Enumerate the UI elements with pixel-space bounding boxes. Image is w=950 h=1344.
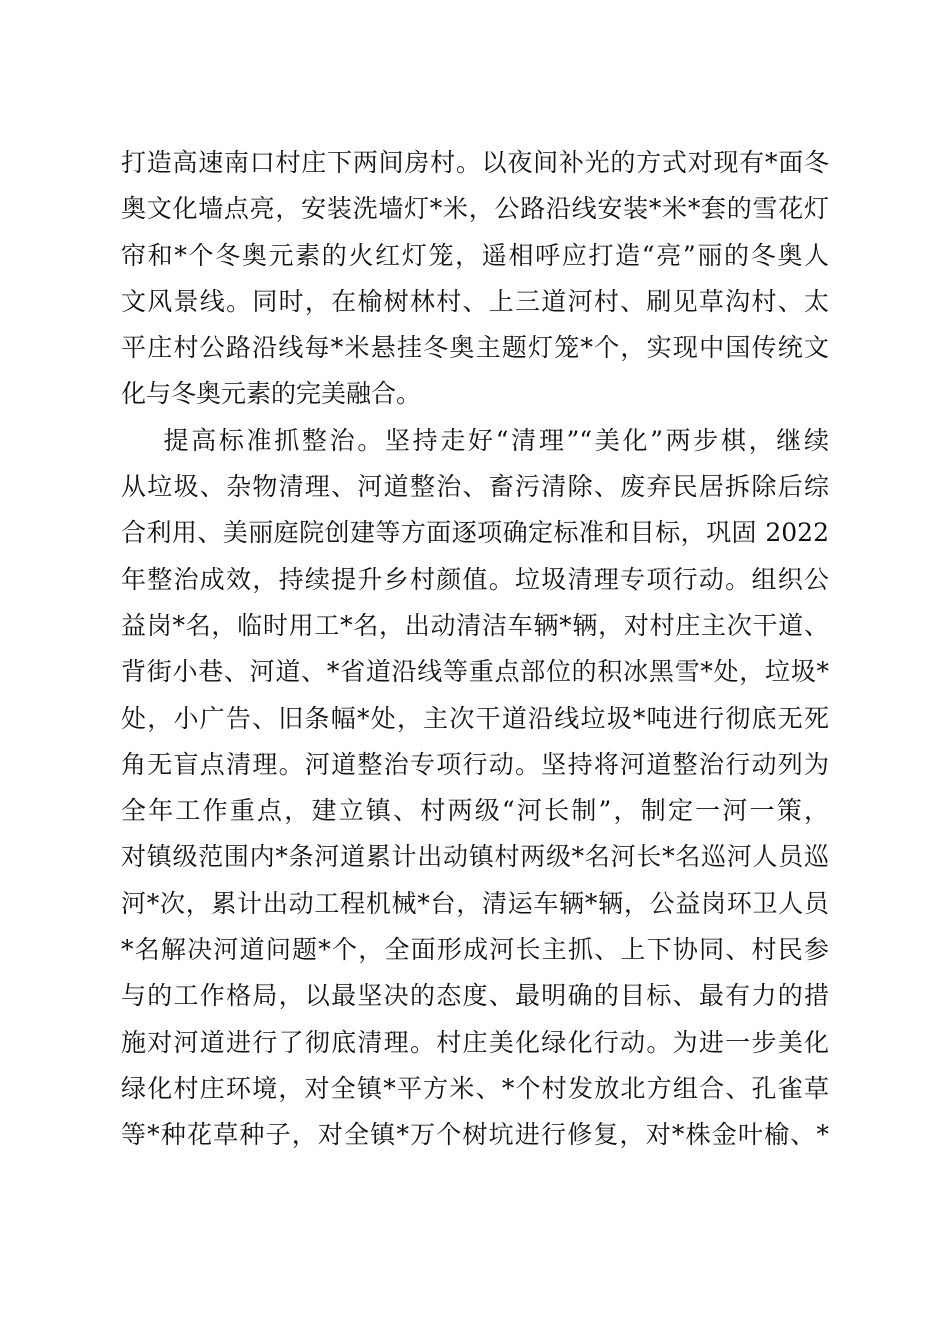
text-line: 全年工作重点，建立镇、村两级“河长制”，制定一河一策， [121,796,829,826]
text-line: 与的工作格局，以最坚决的态度、最明确的目标、最有力的措 [121,981,829,1011]
text-line: 合利用、美丽庭院创建等方面逐项确定标准和目标，巩固 2022 [121,518,829,548]
text-line: 角无盲点清理。河道整治专项行动。坚持将河道整治行动列为 [121,749,829,779]
text-line: 等*种花草种子，对全镇*万个树坑进行修复，对*株金叶榆、* [121,1120,829,1150]
text-line: 背街小巷、河道、*省道沿线等重点部位的积冰黑雪*处，垃圾* [121,657,829,687]
paragraph-start-line: 提高标准抓整治。坚持走好“清理”“美化”两步棋，继续 [121,425,829,455]
text-line: 处，小广告、旧条幅*处，主次干道沿线垃圾*吨进行彻底无死 [121,703,829,733]
text-line: 绿化村庄环境，对全镇*平方米、*个村发放北方组合、孔雀草 [121,1073,829,1103]
text-line: 施对河道进行了彻底清理。村庄美化绿化行动。为进一步美化 [121,1027,829,1057]
document-body [121,140,829,1159]
text-line: 帘和*个冬奥元素的火红灯笼，遥相呼应打造“亮”丽的冬奥人 [121,240,829,270]
text-line: 从垃圾、杂物清理、河道整治、畜污清除、废弃民居拆除后综 [121,472,829,502]
text-line: 年整治成效，持续提升乡村颜值。垃圾清理专项行动。组织公 [121,564,829,594]
text-line: 对镇级范围内*条河道累计出动镇村两级*名河长*名巡河人员巡 [121,842,829,872]
text-line: 平庄村公路沿线每*米悬挂冬奥主题灯笼*个，实现中国传统文 [121,333,829,363]
text-line: 益岗*名，临时用工*名，出动清洁车辆*辆，对村庄主次干道、 [121,610,829,640]
text-line: 打造高速南口村庄下两间房村。以夜间补光的方式对现有*面冬 [121,148,829,177]
text-line: 文风景线。同时，在榆树林村、上三道河村、刷见草沟村、太 [121,286,829,316]
text-line: *名解决河道问题*个，全面形成河长主抓、上下协同、村民参 [121,935,829,965]
paragraph-end-line: 化与冬奥元素的完美融合。 [121,379,422,409]
text-line: 河*次，累计出动工程机械*台，清运车辆*辆，公益岗环卫人员 [121,888,829,918]
text-line: 奥文化墙点亮，安装洗墙灯*米，公路沿线安装*米*套的雪花灯 [121,194,829,224]
